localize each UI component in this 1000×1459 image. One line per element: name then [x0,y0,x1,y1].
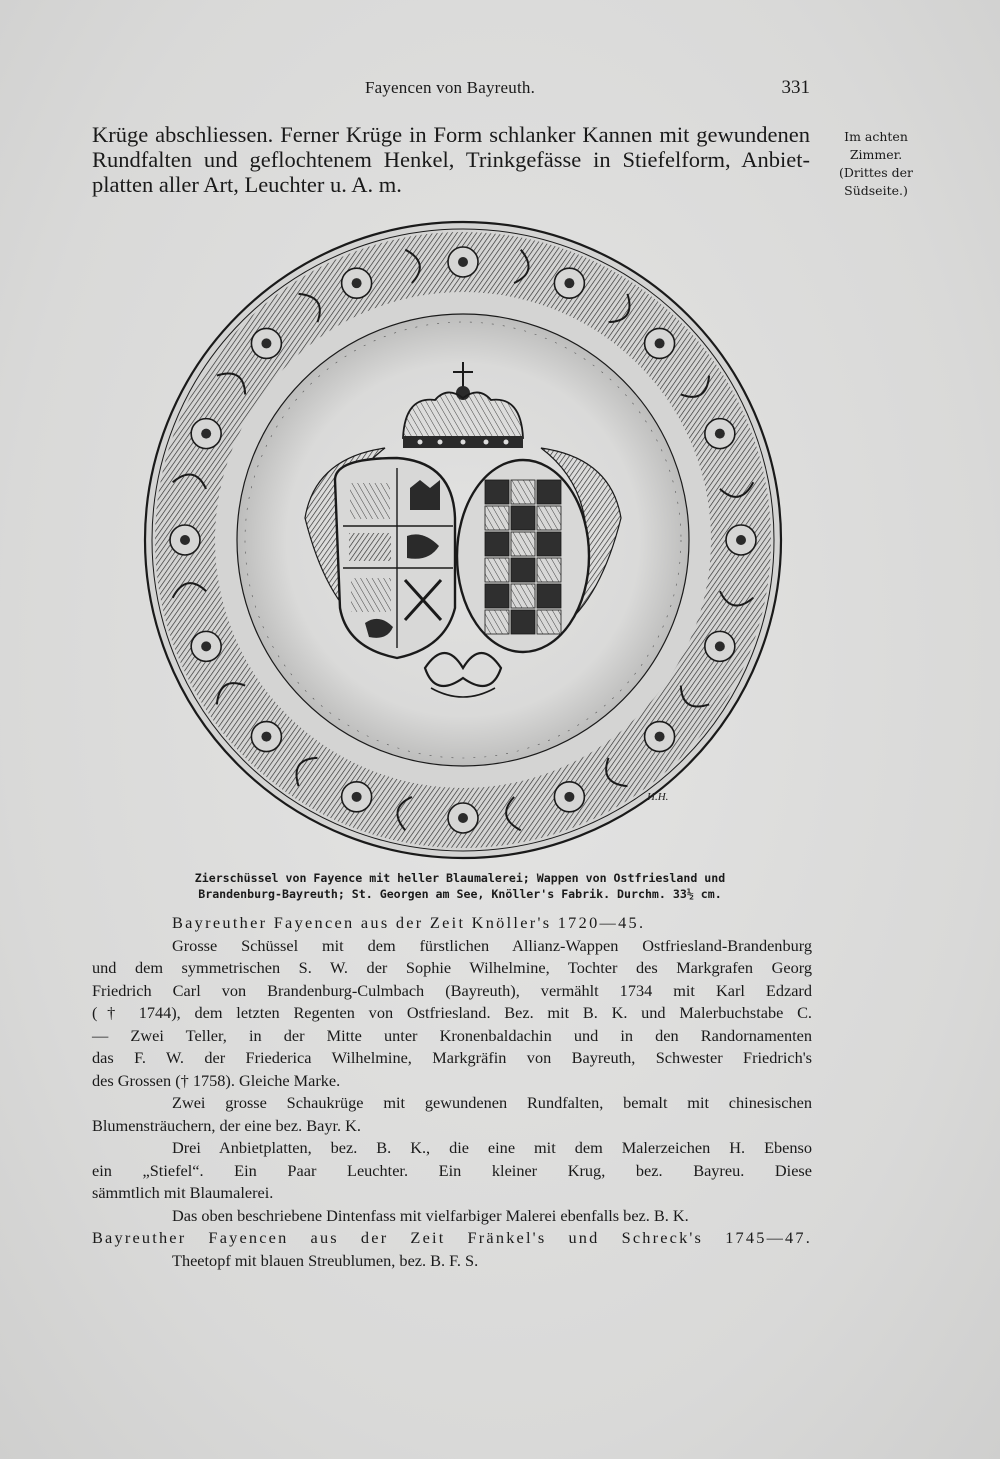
rosette-center [655,338,665,348]
shield-quarter [537,610,561,634]
shield-quarter [485,506,509,530]
rosette-center [458,813,468,823]
rosette-center [715,429,725,439]
rosette-center [564,792,574,802]
coat-of-arms-ostfriesland [335,458,455,658]
shield-quarter [485,532,509,556]
text-line: das F. W. der Friederica Wilhelmine, Markgräfin von Bayreuth, Schwester Friedrich's [92,1048,812,1067]
paragraph [92,935,812,1093]
coat-of-arms-brandenburg [457,460,589,652]
plate-illustration [135,218,791,866]
margin-note-line: Zimmer. [849,147,903,162]
intro-paragraph [92,122,810,197]
text-line: († 1744), dem letzten Regenten von Ostfriesland. Bez. mit B. K. und Malerbuchstabe C. [92,1003,812,1022]
rosette-center [352,792,362,802]
section-heading: Bayreuther Fayencen aus der Zeit Knöller's 1720—45. [172,913,646,932]
shield-quarter [511,506,535,530]
text-line: Zwei grosse Schaukrüge mit gewundenen Rundfalten, bemalt mit chinesischen [172,1093,812,1112]
rosette-center [261,732,271,742]
section-heading: Bayreuther Fayencen aus der Zeit Fränkel's und Schreck's 1745—47. [92,1228,812,1247]
rosette-center [564,278,574,288]
paragraph [92,1205,812,1228]
shield-quarter [511,532,535,556]
shield-quarter [511,584,535,608]
shield-quarter [511,558,535,582]
margin-note [826,128,926,200]
shield-quarter [511,610,535,634]
rosette-center [655,732,665,742]
shield-quarter [485,558,509,582]
text-line: ein „Stiefel“. Ein Paar Leuchter. Ein kleiner Krug, bez. Bayreu. Diese [92,1160,812,1180]
shield-quarter [485,480,509,504]
margin-note-line: Im achten [844,129,908,144]
intro-line: Krüge abschliessen. Ferner Krüge in Form schlanker Kannen mit gewundenen [92,122,810,147]
text-line: Friedrich Carl von Brandenburg-Culmbach (Bayreuth), vermählt 1734 mit Karl Edzard [92,980,812,1000]
intro-line: Rundfalten und geflochtenem Henkel, Trinkgefässe in Stiefelform, Anbiet- [92,147,810,172]
rosette-center [715,641,725,651]
page-number: 331 [781,77,810,98]
shield-quarter [537,584,561,608]
paragraph [92,1137,812,1205]
text-line: Theetopf mit blauen Streublumen, bez. B. F. S. [172,1250,479,1270]
shield-quarter [485,584,509,608]
plate-engraving [135,218,791,866]
shield-quarter [511,480,535,504]
text-line: Grosse Schüssel mit dem fürstlichen Allianz-Wappen Ostfriesland-Brandenburg [172,935,812,955]
text-line: — Zwei Teller, in der Mitte unter Kronenbaldachin und in den Randornamenten [92,1025,812,1045]
margin-note-line: Südseite.) [844,183,908,198]
text-line: sämmtlich mit Blaumalerei. [92,1183,274,1202]
paragraph [92,1250,812,1273]
text-line: Drei Anbietplatten, bez. B. K., die eine mit dem Malerzeichen H. Ebenso [172,1138,812,1157]
caption-line: Brandenburg-Bayreuth; St. Georgen am See, Knöller's Fabrik. Durchm. 33½ cm. [198,887,722,901]
rosette-center [736,535,746,545]
text-line: Blumensträuchern, der eine bez. Bayr. K. [92,1115,361,1135]
rosette-center [201,429,211,439]
rosette-center [201,641,211,651]
text-line: des Grossen († 1758). Gleiche Marke. [92,1070,341,1090]
body-text [92,912,812,1272]
text-line: Das oben beschriebene Dintenfass mit vielfarbiger Malerei ebenfalls bez. B. K. [172,1205,689,1225]
rosette-center [458,257,468,267]
shield-quarter [485,610,509,634]
shield-quarter [537,532,561,556]
figure-caption [120,870,800,902]
shield-quarter [537,506,561,530]
shield-quarter [537,480,561,504]
rosette-center [180,535,190,545]
margin-note-line: (Drittes der [838,165,914,180]
engraver-signature: H.H. [647,791,669,803]
shield-quarter [537,558,561,582]
running-title: Fayencen von Bayreuth. [364,78,536,97]
intro-line: platten aller Art, Leuchter u. A. m. [92,172,402,197]
rosette-center [261,338,271,348]
text-line: und dem symmetrischen S. W. der Sophie Wilhelmine, Tochter des Markgrafen Georg [92,958,812,977]
rosette-center [352,278,362,288]
caption-line: Zierschüssel von Fayence mit heller Blaumalerei; Wappen von Ostfriesland und [194,871,726,885]
paragraph [92,1092,812,1137]
running-header [90,78,810,102]
